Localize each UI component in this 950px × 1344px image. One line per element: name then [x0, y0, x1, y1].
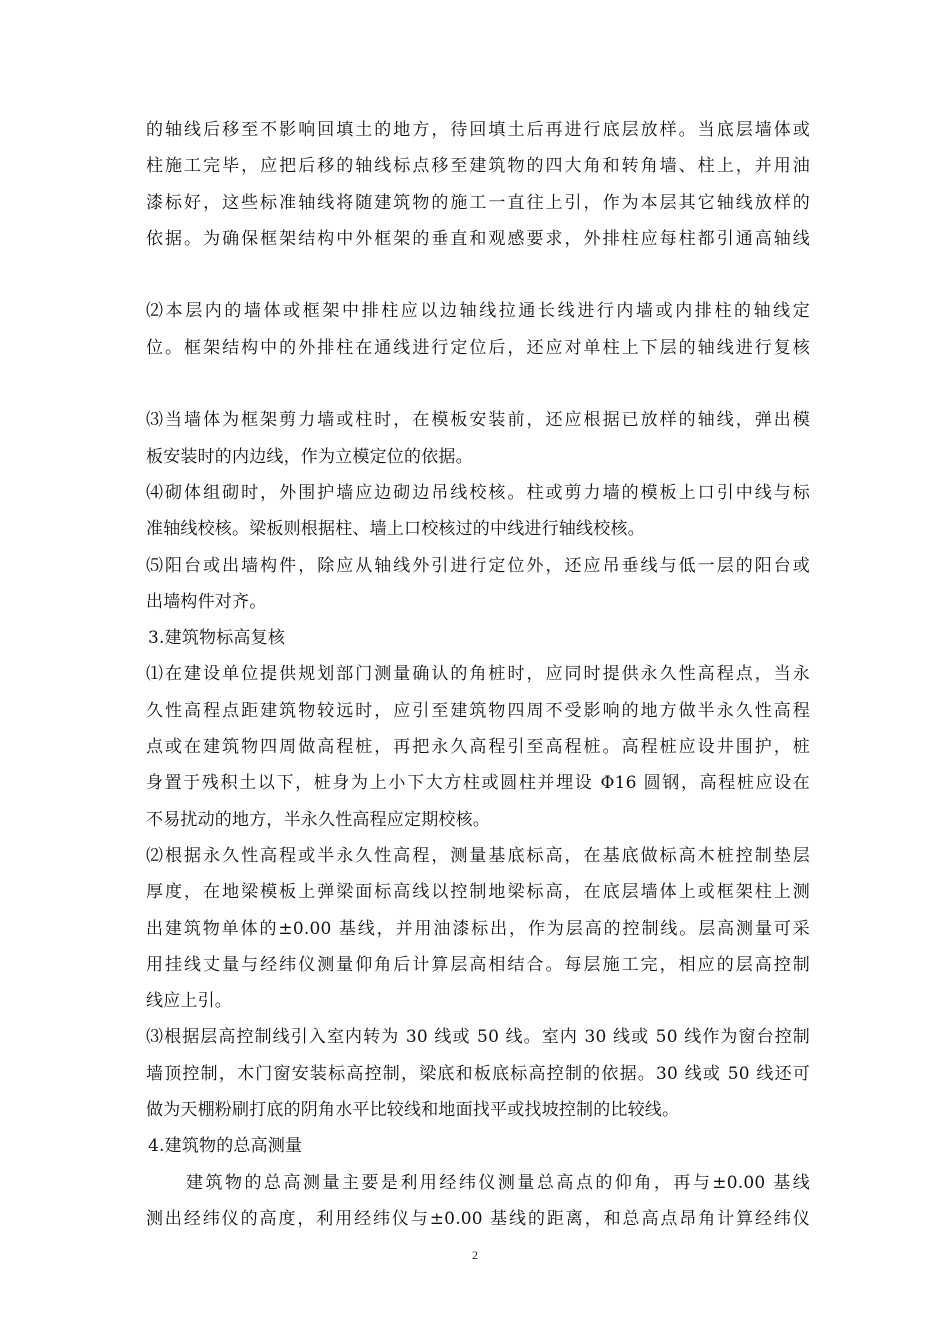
body-text-line: 出墙构件对齐。: [146, 591, 267, 612]
body-text-line: 身置于残积土以下，桩身为上小下大方柱或圆柱并埋设 Φ16 圆钢，高程桩应设在: [146, 773, 810, 794]
body-text-line: 线应上引。: [146, 991, 232, 1012]
body-text-line: 的轴线后移至不影响回填土的地方，待回填土后再进行底层放样。当底层墙体或: [146, 120, 810, 140]
body-text-line: 依据。为确保框架结构中外框架的垂直和观感要求，外排柱应每柱都引通高轴线: [146, 228, 810, 249]
body-text-line: 做为天棚粉刷打底的阴角水平比较线和地面找平或找坡控制的比较线。: [146, 1100, 680, 1121]
body-text-line: 用挂线丈量与经纬仪测量仰角后计算层高相结合。每层施工完，相应的层高控制: [146, 954, 810, 975]
body-text-line: 柱施工完毕，应把后移的轴线标点移至建筑物的四大角和转角墙、柱上，并用油: [146, 156, 810, 177]
body-text-line: 测出经纬仪的高度，利用经纬仪与±0.00 基线的距离，和总高点昂角计算经纬仪: [146, 1208, 810, 1229]
body-text-line: 不易扰动的地方，半永久性高程应定期校核。: [146, 809, 490, 830]
page-number: 2: [472, 1248, 478, 1262]
body-text-line: ⑵本层内的墙体或框架中排柱应以边轴线拉通长线进行内墙或内排柱的轴线定: [146, 301, 810, 322]
body-text-line: ⑸阳台或出墙构件，除应从轴线外引进行定位外，还应吊垂线与低一层的阳台或: [146, 555, 810, 576]
body-text-line: ⑷砌体组砌时，外围护墙应边砌边吊线校核。柱或剪力墙的模板上口引中线与标: [146, 482, 810, 503]
body-text-line: ⑴在建设单位提供规划部门测量确认的角桩时，应同时提供永久性高程点，当永: [146, 664, 810, 685]
body-text-line: 建筑物的总高测量主要是利用经纬仪测量总高点的仰角，再与±0.00 基线: [186, 1172, 810, 1193]
body-text-line: 厚度，在地梁模板上弹梁面标高线以控制地梁标高，在底层墙体上或框架柱上测: [146, 882, 810, 903]
body-text-line: ⑶当墙体为框架剪力墙或柱时，在模板安装前，还应根据已放样的轴线，弹出模: [146, 410, 810, 431]
body-text-line: 久性高程点距建筑物较远时，应引至建筑物四周不受影响的地方做半永久性高程: [146, 700, 810, 721]
body-text-line: 漆标好，这些标准轴线将随建筑物的施工一直往上引，作为本层其它轴线放样的: [146, 192, 810, 213]
body-text-line: 点或在建筑物四周做高程桩，再把永久高程引至高程桩。高程桩应设井围护，桩: [146, 737, 810, 758]
body-text-line: ⑵根据永久性高程或半永久性高程，测量基底标高，在基底做标高木桩控制垫层: [146, 845, 810, 866]
body-text-line: 出建筑物单体的±0.00 基线，并用油漆标出，作为层高的控制线。层高测量可采: [146, 918, 810, 939]
document-body: [146, 112, 810, 1237]
paragraph-gap: [146, 366, 810, 402]
body-text-line: 墙顶控制，木门窗安装标高控制，梁底和板底标高控制的依据。30 线或 50 线还可: [146, 1063, 810, 1084]
section-heading: 3.建筑物标高复核: [148, 628, 286, 649]
body-text-line: 板安装时的内边线，作为立模定位的依据。: [146, 446, 473, 467]
body-text-line: 准轴线校核。梁板则根据柱、墙上口校核过的中线进行轴线校核。: [146, 519, 645, 540]
body-text-line: ⑶根据层高控制线引入室内转为 30 线或 50 线。室内 30 线或 50 线作为窗台控制: [146, 1027, 810, 1048]
section-heading: 4.建筑物的总高测量: [148, 1136, 303, 1157]
body-text-line: 位。框架结构中的外排柱在通线进行定位后，还应对单柱上下层的轴线进行复核: [146, 337, 810, 358]
paragraph-gap: [146, 257, 810, 293]
